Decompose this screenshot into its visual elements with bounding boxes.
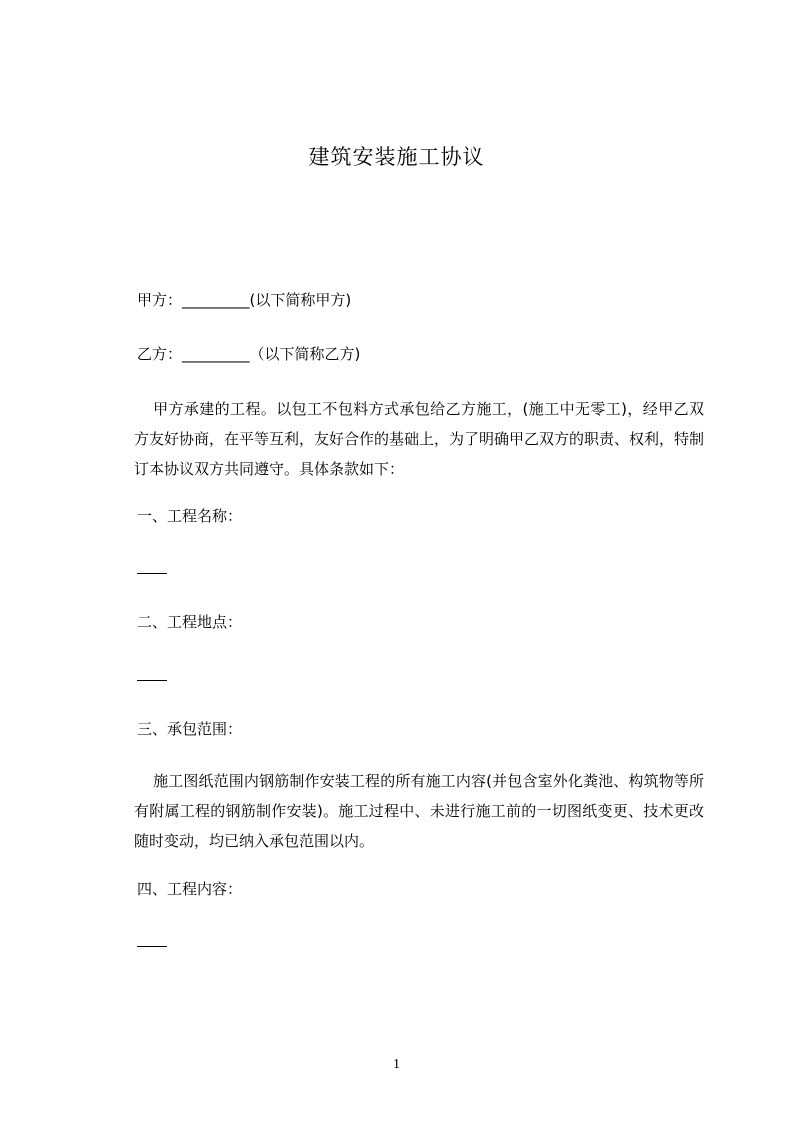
section-heading-contract-scope: 三、承包范围： [137,720,243,738]
document-title: 建筑安装施工协议 [308,145,485,169]
page-number: 1 [393,1057,400,1072]
section-heading-project-location: 二、工程地点： [137,613,243,631]
project-name-blank [137,573,167,574]
contract-scope-paragraph: 施工图纸范围内钢筋制作安装工程的所有施工内容(并包含室外化粪池、构筑物等所有附属工程的钢筋制作安装)。施工过程中、未进行施工前的一切图纸变更、技术更改随时变动，均已纳入承包范围以内。 [134,772,704,850]
intro-paragraph: 甲方承建的工程。以包工不包料方式承包给乙方施工，(施工中无零工)，经甲乙双方友好协商，在平等互利，友好合作的基础上，为了明确甲乙双方的职责、权利，特制订本协议双方共同遵守。具体条款如下： [134,400,705,478]
project-content-blank [137,946,167,947]
party-a-line: 甲方：_________(以下简称甲方) [137,291,352,309]
project-location-blank [137,680,167,681]
section-heading-project-name: 一、工程名称： [137,507,243,525]
party-b-line: 乙方：_________（以下简称乙方) [137,345,361,363]
section-heading-project-content: 四、工程内容： [137,880,243,898]
